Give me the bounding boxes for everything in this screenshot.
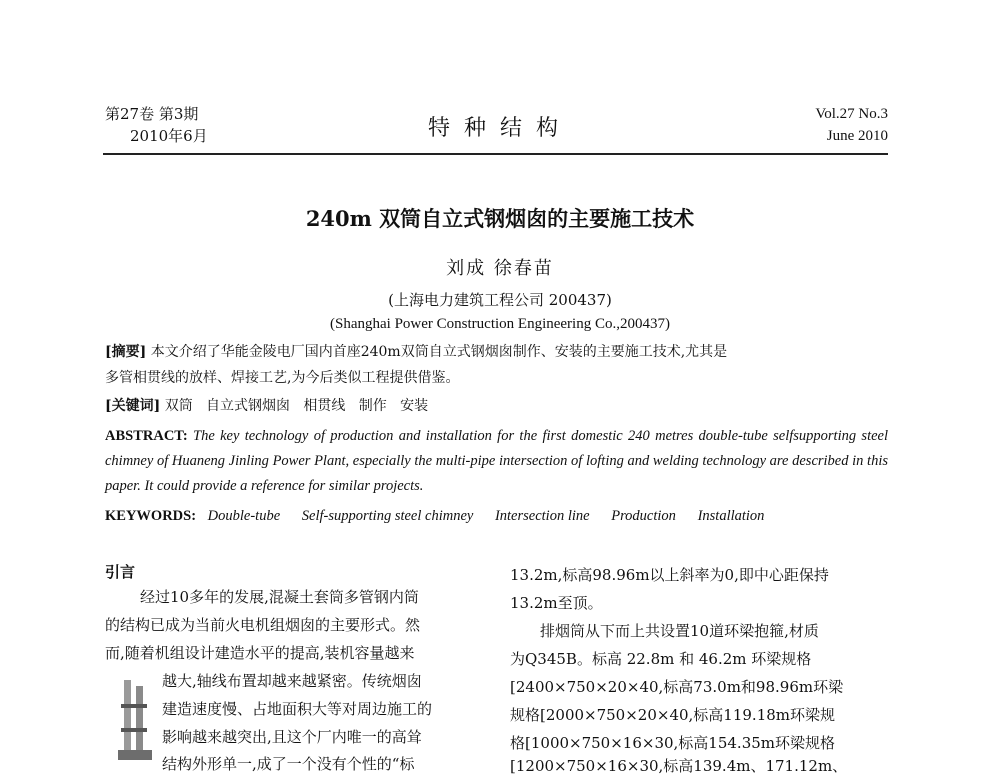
abstract-en xyxy=(105,424,888,499)
right-line: 规格[2000×750×20×40,标高119.18m环梁规 xyxy=(510,706,836,724)
right-line: 13.2m,标高98.96m以上斜率为0,即中心距保持 xyxy=(510,566,829,584)
affiliation-cn: (上海电力建筑工程公司 200437) xyxy=(388,291,612,309)
abstract-cn-label: [摘要] xyxy=(105,344,147,360)
keywords-cn-text: 双筒 自立式钢烟囱 相贯线 制作 安装 xyxy=(164,398,429,414)
keywords-cn xyxy=(105,395,428,417)
journal-name: 特种结构 xyxy=(427,116,572,141)
left-line: 建造速度慢、占地面积大等对周边施工的 xyxy=(162,700,433,718)
chimney-figure xyxy=(118,680,152,760)
volume-issue-cn: 第27卷 第3期 xyxy=(105,105,199,123)
right-line: [1200×750×16×30,标高139.4m、171.12m、 xyxy=(510,757,848,775)
section-title: 引言 xyxy=(105,563,136,581)
left-line: 结构外形单一,成了一个没有个性的“标 xyxy=(162,755,415,773)
date-cn: 2010年6月 xyxy=(130,127,208,145)
left-line: 经过10多年的发展,混凝土套筒多管钢内筒 xyxy=(140,588,419,606)
keywords-cn-label: [关键词] xyxy=(105,398,161,414)
abstract-cn-text-2: 多管相贯线的放样、焊接工艺,为今后类似工程提供借鉴。 xyxy=(105,370,460,386)
header-rule xyxy=(103,153,888,155)
keywords-en-label: KEYWORDS: xyxy=(105,508,197,524)
left-line: 影响越来越突出,且这个厂内唯一的高耸 xyxy=(162,728,422,746)
right-line: 格[1000×750×16×30,标高154.35m环梁规格 xyxy=(510,734,836,752)
abstract-en-text: The key technology of production and installation for the first domestic 240 metres double-tube selfsupporting steel chimney of Huaneng Jinling Power Plant, especially the multi-pipe intersection of lofting and welding technology are described in this paper. It could provide a reference for similar projects. xyxy=(105,428,888,494)
keywords-en xyxy=(105,508,782,525)
right-line: 排烟筒从下而上共设置10道环梁抱箍,材质 xyxy=(540,622,819,640)
abstract-cn-text-1: 本文介绍了华能金陵电厂国内首座240m双筒自立式钢烟囱制作、安装的主要施工技术,尤其是 xyxy=(150,344,728,360)
volume-issue-en: Vol.27 No.3 xyxy=(815,106,888,122)
keyword-en-item: Intersection line xyxy=(494,508,590,524)
left-line: 越大,轴线布置却越来越紧密。传统烟囱 xyxy=(162,672,422,690)
right-line: 13.2m至顶。 xyxy=(510,594,603,612)
keyword-en-item: Double-tube xyxy=(207,508,281,524)
affiliation-en: (Shanghai Power Construction Engineering Co.,200437) xyxy=(330,316,670,332)
right-line: [2400×750×20×40,标高73.0m和98.96m环梁 xyxy=(510,678,844,696)
right-line: 为Q345B。标高 22.8m 和 46.2m 环梁规格 xyxy=(510,650,812,668)
abstract-cn-line1 xyxy=(105,341,727,363)
left-line: 而,随着机组设计建造水平的提高,装机容量越来 xyxy=(105,644,415,662)
left-line: 的结构已成为当前火电机组烟囱的主要形式。然 xyxy=(105,616,421,634)
date-en: June 2010 xyxy=(826,128,888,144)
keyword-en-item: Installation xyxy=(697,508,765,524)
article-title: 240m 双筒自立式钢烟囱的主要施工技术 xyxy=(305,206,695,231)
authors: 刘成 徐春苗 xyxy=(446,258,554,279)
keyword-en-item: Self-supporting steel chimney xyxy=(301,508,474,524)
abstract-en-label: ABSTRACT: xyxy=(105,428,188,444)
keyword-en-item: Production xyxy=(611,508,676,524)
